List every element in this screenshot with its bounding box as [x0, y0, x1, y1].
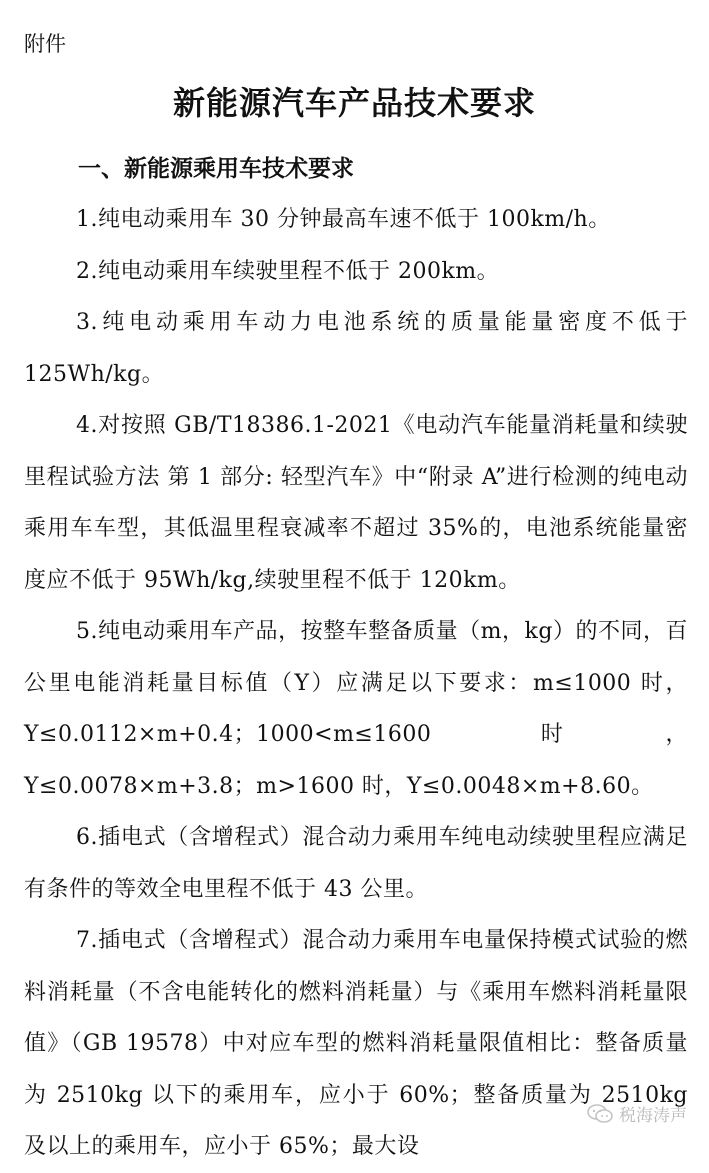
watermark: [587, 1101, 687, 1126]
document-title: 新能源汽车产品技术要求: [172, 84, 536, 122]
requirement-paragraph-6: 6.插电式（含增程式）混合动力乘用车纯电动续驶里程应满足有条件的等效全电里程不低于 43 公里。: [24, 825, 688, 902]
requirement-paragraph-2: 2.纯电动乘用车续驶里程不低于 200km。: [76, 258, 500, 284]
document-body: [24, 194, 688, 1173]
attachment-label: 附件: [24, 32, 66, 56]
wechat-icon: [587, 1104, 613, 1124]
section-heading: 一、新能源乘用车技术要求: [78, 156, 354, 182]
requirement-paragraph-4: 4.对按照 GB/T18386.1-2021《电动汽车能量消耗量和续驶里程试验方法 第 1 部分: 轻型汽车》中“附录 A”进行检测的纯电动乘用车车型，其低温里程衰减率不超过 35%的，电池系统能量密度应不低于 95Wh/kg,续驶里程不低于 120km。: [24, 413, 688, 593]
requirement-paragraph-1: 1.纯电动乘用车 30 分钟最高车速不低于 100km/h。: [76, 207, 611, 232]
requirement-paragraph-3: 3.纯电动乘用车动力电池系统的质量能量密度不低于 125Wh/kg。: [24, 310, 688, 387]
requirement-paragraph-7: 7.插电式（含增程式）混合动力乘用车电量保持模式试验的燃料消耗量（不含电能转化的燃料消耗量）与《乘用车燃料消耗量限值》（GB 19578）中对应车型的燃料消耗量限值相比：整备质量为 2510kg 以下的乘用车，应小于 60%；整备质量为 2510kg 及以上的乘用车，应小于 65%；最大设: [24, 928, 688, 1159]
requirement-paragraph-5: 5.纯电动乘用车产品，按整车整备质量（m，kg）的不同，百公里电能消耗量目标值（Y）应满足以下要求：m≤1000 时，Y≤0.0112×m+0.4；1000<m≤1600 时，Y≤0.0078×m+3.8；m>1600 时，Y≤0.0048×m+8.60。: [24, 619, 688, 799]
watermark-text: 税海涛声: [619, 1106, 687, 1126]
